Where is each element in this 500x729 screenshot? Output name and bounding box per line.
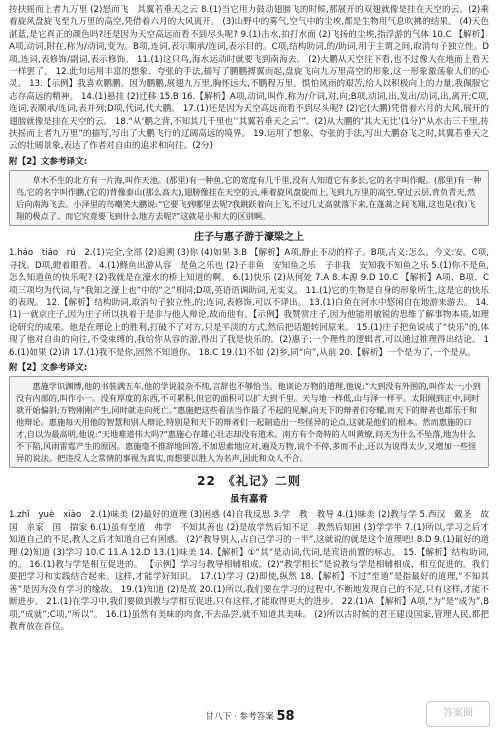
- translation-heading-2: 附【2】文参考译文:: [9, 362, 88, 373]
- content: [9, 4, 489, 633]
- watermark-logo: 答案圈: [426, 701, 490, 727]
- translation-box-2: 惠施学识渊博,他的书装满五车,他的学说驳杂不纯,言辞也不够恰当。他谈论万物的道理,他说:“大到没有外围的,叫作太一;小到没有内部的,叫作小一。没有厚度的东西,不可累积,但它的面积可以扩大到千里。天与地一样低,山与泽一样平。太阳刚到正中,同时就开始偏斜;万物刚刚产生,同时就走向死亡。”惠施把这些看法当作最了不起的见解,向天下的辩者们夸耀,而天下的辩者也都乐于和他辩论。惠施每天用他的智慧和别人辩论,特别是和天下的辩者们一起制造出一些怪异的论点,这就是他们的根本。然而惠施的口才,自以为最高明,他说:“天地难道伟大吗?”惠施心存雄心壮志却没有道术。南方有个奇特的人叫黄缭,问天为什么不坠落,地为什么不下陷,风雨雷霆产生的原因。惠施毫不推辞地回答,不加思索地应对,遍及万物,说个不停,多而不止,还以为说得太少,又增加一些怪异的说法。把违反人之常情的事视为真实,而想要以胜人为名声,因此和众人不合。: [9, 376, 489, 468]
- page-number: 58: [276, 708, 295, 724]
- answer-paragraph-2: 1.háo tiáo rú 2.(1)完全,全部 (2)追溯 (3)你 (4)如果 3.B 【解析】A项,静止不动的样子。B项,古义:怎么。今义:安。C项,寻找。D项,瞪着眼看。 4.(1)鲦鱼出游从容 是鱼之乐也 (2)子非鱼 安知鱼之乐 子非我 安知我不知鱼之乐 5.(1)你不是鱼,怎么知道鱼的快乐呢? (2)我就是在濠水的桥上知道的啊。 6.(1)快乐 (2)从何处 7.A 8.本源 9.D 10.C 【解析】A项、B项、C项三项均为代词,与“我知之濠上也”中的“之”相同;D项,英语语调助词,无实义。 11.(1)它的生物是自身的形象所生,这是它的快乐的表现。 12.【解析】结构助词,取消句子独立性,的;连词,表修饰,可以不译出。 13.(1)白鱼在河水中悠闲自在地游来游去。 14.(1)一就京庄子,因为庄子所以执着于是非与他人辩论,故而他有。【示例】我赞赏庄子,因为他能用敏锐的思维了解事物本质,如理论研究的成果。他是在理论上的胜利,打破不了对方,只是平淡的方式,然后把话题转回原来。 15.(1)庄子把鱼说成了“快乐”的,体现了他对自由的向往,不受束缚的,我给你从容的游,得出了我是快乐的。(2)惠子:一个理性的逻辑者,可以通过推理得出结论。 16.(1)如果 (2)请 17.(1)我不是你,固然不知道你。 18.C 19.(1)不如 (2)乡,同“向”,从前 20.【解析】一个是为了,一个是从。: [9, 248, 489, 358]
- translation-heading-1: 附【2】文参考译文:: [9, 156, 88, 167]
- section-title-jiayao: 虽有嘉肴: [229, 494, 268, 506]
- lesson-title: 22 《礼记》二则: [197, 474, 301, 489]
- section-title-zhuangzi: 庄子与惠子游于濠梁之上: [194, 232, 304, 244]
- answer-paragraph-1: 抟扶摇而上者九万里 (2)怒而飞 其翼若垂天之云 8.(1)当它用力鼓动翅膀飞的时候,那展开的双翅就像是挂在天空的云。(2)乘着旋风盘旋飞至九万里的高空,凭借着六月的大风离开。 (3)山野中的雾气,空气中的尘埃,都是生物用气息吹拂的结果。 (4)天色湛蓝,是它真正的颜色吗?还是因为天空高远而看不到尽头呢? 9.(1)击水,拍打水面 (2)飞扬的尘埃,指浮游的气体 10.C 【解析】A项,动词,附在,称为/动词,变为。B项,连词,表示顺承/连词,表示目的。C项,结构助词,的/助词,用于主谓之间,取消句子独立性。D项,连词,表修饰/副词,表示修饰。 11.(1)这只鸟,海水运动时就要飞到南海去。 (2)大鹏从天空往下看,也不过像人在地面上看天一样罢了。 12.此句运用丰富的想象、夸张的手法,描写了鹏鹏搏翼而起,盘旋飞向九万里高空的形象,这一形象激荡象人们的心灵。 13.【示例】我喜欢鹏鹏。因为鹏鹏,展翅九万里,胸怀远大,不鹏程万里。惧怕风雨的艰苦,给人以积极向上的力量,我佩服它志存高远的精神。 14.(1)悬挂 (2)迁移 15.B 16.【解析】A项,动词,叫作,称为/介词,对,向;B项,动词,出,发出/动词,出,离开;C项,连词,表顺承/连词,表并列;D项,代词,代大鹏。 17.(1)还是因为天空高远而看不到尽头呢? (2)它(大鹏)凭借着六月的大风,展开的翅膀就像是挂在天空的云。 18.“从‘鹏之背,不知其几千里也’‘其翼若垂天之云’”。(2)从大鹏的‘其大无比’(1分)“从水击三千里,抟扶摇而上者九万里”的描写,写出了大鹏飞行的辽阔高远的境界。 19.运用了想象、夸张的手法,写出大鹏奋飞之时,其翼若垂天之云的壮阔景象,表达了作者对自由的追求和向往。(2分): [9, 5, 489, 152]
- translation-box-1: 草木不生的北方有一片海,叫作天池。(那里)有一种鱼,它的宽度有几千里,没有人知道它有多长,它的名字叫作鲲。(那里)有一种鸟,它的名字叫作鹏,(它的)背像泰山(那么高大),翅膀像挂在天空的云,乘着旋风盘旋而上,飞到九万里的高空,穿过云层,背负青天,然后向南海飞去。小泽里的鸟嘲笑大鹏说:“它要飞到哪里去呢?我跳跃着向上飞,不过几丈高就落下来,在蓬蒿之间飞翔,这也是(我)飞翔的极点了。而它究竟要飞到什么地方去呢?”这就是小和大的区别啊。: [9, 170, 489, 226]
- page-footer: [0, 708, 500, 724]
- footer-label: 甘八下 · 参考答案: [205, 711, 274, 722]
- answer-paragraph-3: 1.zhǐ yuè xiào 2.(1)味美 (2)最好的道理 (3)困惑 (4)自我反思 3.学 教 教导 4.(1)味美 (2)教与学 5.西汉 戴圣 故国 亲家 国 揣家 6.(1)虽有至道 弗学 不知其善也 (2)是故学然后知不足 教然后知困 (3)学学半 7.(1)所以,学习之后才知道自己的不足,教人之后才知道自己有困惑。 (2)“教导别人,占自己学习的一半”,这就说的就是这个道理吧! 8.D 9.(1)最好的道理 (2)知道 (3)学习 10.C 11.A 12.D 13.(1)味美 14.【解析】①“其”是动词,代词,是宾语前置的标志。 15.【解析】结构助词,的。 16.(1)教与学是相互促进的。 【示例】学习与教导相辅相成。(2)“教学相长”是说教与学是相辅相成、相互促进的。我们要把学习和实践结合起来。这样,才能学好知识。 17.(1)学习 (2)即使,纵然 18.【解析】不过“至道”是指最好的道理,“不知其善”是因为没有学习的缘故。 19.(1)知道 (2)是故 20.(1)所以,我们要在学习的过程中,不断地发现自己的不足,只有这样,才能不断进步。 21.(1)在学习中,我们要做到教与学相互促进,只有这样,才能取得更大的进步。 22.(1)A 【解析】A项,“为”是“成为”,B项,“成就”;C项,“所以”。 16.(1)虽然有美味的肉食,不去品尝,就不知道其美味。 (2)所以古时候的君王建设国家,管理人民,都把教育放在首位。: [9, 510, 490, 632]
